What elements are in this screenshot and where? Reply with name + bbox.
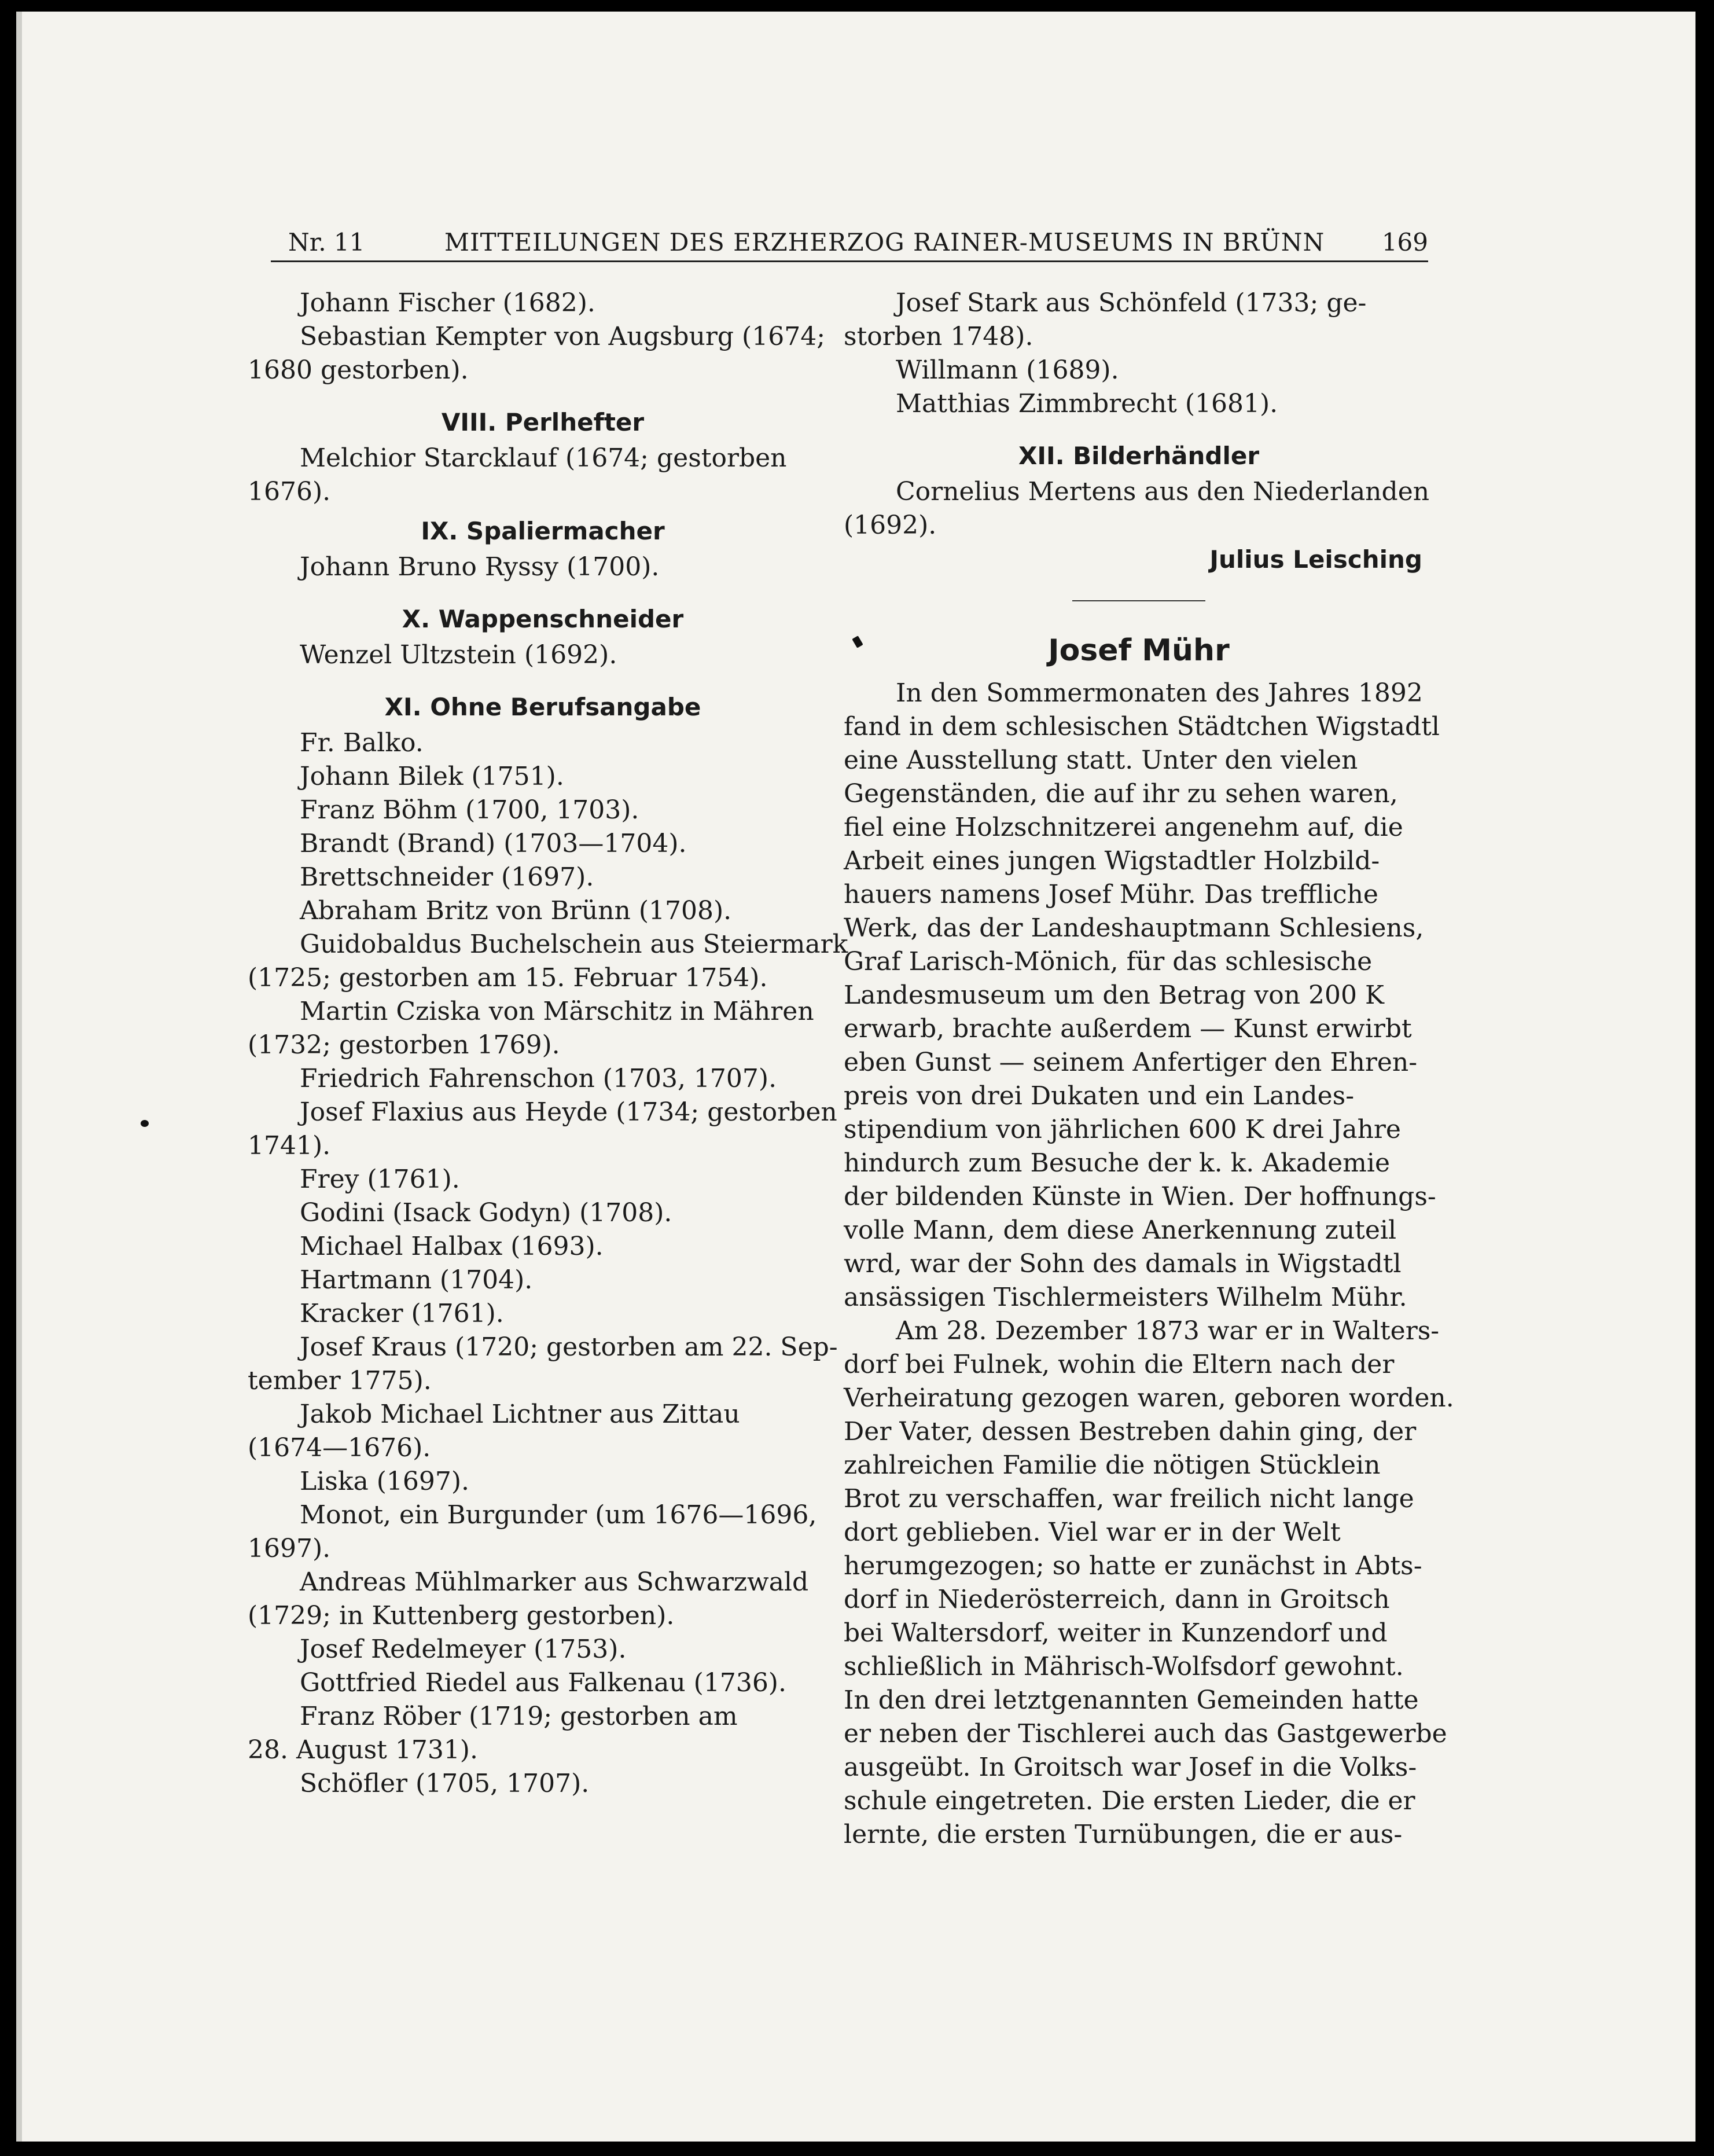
ink-speck (141, 1120, 149, 1127)
section-heading-viii: VIII. Perlhefter (441, 408, 645, 436)
paragraph-line: In den Sommermonaten des Jahres 1892 (896, 678, 1423, 708)
article-title: Josef Mühr (1048, 633, 1230, 668)
paragraph-line: fand in dem schlesischen Städtchen Wigstadtl (844, 712, 1440, 741)
text-line: Sebastian Kempter von Augsburg (1674; (300, 322, 826, 351)
scanned-page (16, 12, 1695, 2142)
author-signature: Julius Leisching (1209, 545, 1422, 574)
text-line: 1676). (248, 477, 331, 506)
right-column (844, 287, 1454, 1852)
list-item: Abraham Britz von Brünn (1708). (300, 896, 732, 925)
paragraph-line: eben Gunst — seinem Anfertiger den Ehren- (844, 1048, 1418, 1077)
list-item: Friedrich Fahrenschon (1703, 1707). (300, 1064, 777, 1093)
text-line: Cornelius Mertens aus den Niederlanden (896, 477, 1430, 506)
text-line: Willmann (1689). (896, 355, 1119, 385)
list-item: Brettschneider (1697). (300, 862, 594, 892)
issue-number: Nr. 11 (288, 228, 365, 256)
list-item: tember 1775). (248, 1366, 432, 1395)
paragraph-line: dort geblieben. Viel war er in der Welt (844, 1518, 1341, 1547)
paragraph-line: schule eingetreten. Die ersten Lieder, die er (844, 1786, 1415, 1816)
list-item: Gottfried Riedel aus Falkenau (1736). (300, 1668, 786, 1698)
left-column (248, 287, 848, 1801)
text-line: Josef Stark aus Schönfeld (1733; ge- (896, 288, 1367, 318)
list-item: (1732; gestorben 1769). (248, 1030, 560, 1060)
list-item: (1725; gestorben am 15. Februar 1754). (248, 963, 768, 993)
running-header (271, 226, 1428, 259)
section-divider (1072, 600, 1205, 601)
paragraph-line: preis von drei Dukaten und ein Landes- (844, 1081, 1355, 1111)
page-number: 169 (1381, 228, 1428, 256)
text-line: storben 1748). (844, 322, 1033, 351)
list-item: Hartmann (1704). (300, 1265, 533, 1295)
list-item: Schöfler (1705, 1707). (300, 1769, 590, 1798)
paragraph-line: Landesmuseum um den Betrag von 200 K (844, 980, 1384, 1010)
list-item: Kracker (1761). (300, 1299, 504, 1328)
header-rule (271, 260, 1428, 262)
list-item: Godini (Isack Godyn) (1708). (300, 1198, 672, 1228)
paragraph-line: Werk, das der Landeshauptmann Schlesiens, (844, 913, 1424, 943)
text-line: (1692). (844, 510, 937, 540)
list-item: Frey (1761). (300, 1165, 460, 1194)
paragraph-line: Graf Larisch-Mönich, für das schlesische (844, 947, 1373, 976)
paragraph-line: Am 28. Dezember 1873 war er in Walters- (896, 1316, 1440, 1346)
paragraph-line: wrd, war der Sohn des damals in Wigstadtl (844, 1249, 1402, 1279)
list-item: Monot, ein Burgunder (um 1676—1696, (300, 1500, 817, 1530)
paragraph-line: lernte, die ersten Turnübungen, die er aus- (844, 1820, 1403, 1849)
text-line: Johann Fischer (1682). (300, 288, 595, 318)
text-line: Melchior Starcklauf (1674; gestorben (300, 443, 787, 473)
section-heading-xii: XII. Bilderhändler (1018, 442, 1260, 470)
scan-edge (16, 12, 22, 2142)
paragraph-line: stipendium von jährlichen 600 K drei Jahre (844, 1115, 1401, 1144)
list-item: Brandt (Brand) (1703—1704). (300, 829, 687, 858)
list-item: Guidobaldus Buchelschein aus Steiermark (300, 930, 848, 959)
paragraph-line: erwarb, brachte außerdem — Kunst erwirbt (844, 1014, 1412, 1044)
section-heading-ix: IX. Spaliermacher (421, 517, 665, 545)
paragraph-line: zahlreichen Familie die nötigen Stücklein (844, 1450, 1381, 1480)
paragraph-line: herumgezogen; so hatte er zunächst in Abts- (844, 1551, 1422, 1581)
list-item: Martin Cziska von Märschitz in Mähren (300, 997, 814, 1026)
paragraph-line: hindurch zum Besuche der k. k. Akademie (844, 1148, 1390, 1178)
paragraph-line: In den drei letztgenannten Gemeinden hatte (844, 1685, 1419, 1715)
paragraph-line: Der Vater, dessen Bestreben dahin ging, der (844, 1417, 1417, 1446)
list-item: 28. August 1731). (248, 1735, 478, 1765)
paragraph-line: ansässigen Tischlermeisters Wilhelm Mühr. (844, 1283, 1407, 1312)
section-heading-xi: XI. Ohne Berufsangabe (384, 693, 701, 721)
journal-title: MITTEILUNGEN DES ERZHERZOG RAINER-MUSEUMS IN BRÜNN (444, 228, 1325, 256)
paragraph-line: er neben der Tischlerei auch das Gastgewerbe (844, 1719, 1447, 1749)
paragraph-line: Brot zu verschaffen, war freilich nicht lange (844, 1484, 1414, 1514)
paragraph-line: ausgeübt. In Groitsch war Josef in die Volks- (844, 1753, 1417, 1782)
paragraph-line: Gegenständen, die auf ihr zu sehen waren, (844, 779, 1398, 809)
list-item: Josef Redelmeyer (1753). (300, 1635, 627, 1664)
list-item: Franz Böhm (1700, 1703). (300, 795, 639, 825)
paragraph-line: dorf in Niederösterreich, dann in Groitsch (844, 1585, 1390, 1614)
text-line: Wenzel Ultzstein (1692). (300, 640, 617, 670)
paragraph-line: volle Mann, dem diese Anerkennung zuteil (844, 1215, 1397, 1245)
list-item: Fr. Balko. (300, 728, 424, 758)
paragraph-line: der bildenden Künste in Wien. Der hoffnungs- (844, 1182, 1436, 1211)
paragraph-line: fiel eine Holzschnitzerei angenehm auf, die (844, 813, 1403, 842)
list-item: Josef Flaxius aus Heyde (1734; gestorben (300, 1097, 837, 1127)
section-heading-x: X. Wappenschneider (402, 605, 684, 633)
list-item: (1729; in Kuttenberg gestorben). (248, 1601, 675, 1630)
paragraph-line: hauers namens Josef Mühr. Das treffliche (844, 880, 1378, 909)
list-item: Liska (1697). (300, 1467, 470, 1496)
list-item: (1674—1676). (248, 1433, 431, 1463)
paragraph-line: bei Waltersdorf, weiter in Kunzendorf und (844, 1618, 1388, 1648)
list-item: Andreas Mühlmarker aus Schwarzwald (300, 1567, 809, 1597)
list-item: Josef Kraus (1720; gestorben am 22. Sep- (300, 1332, 838, 1362)
paragraph-line: schließlich in Mährisch-Wolfsdorf gewohnt. (844, 1652, 1404, 1681)
text-line: Johann Bruno Ryssy (1700). (300, 552, 660, 582)
paragraph-line: Arbeit eines jungen Wigstadtler Holzbild- (844, 846, 1380, 876)
paragraph-line: dorf bei Fulnek, wohin die Eltern nach der (844, 1350, 1395, 1379)
list-item: Johann Bilek (1751). (300, 762, 564, 791)
list-item: Franz Röber (1719; gestorben am (300, 1702, 738, 1731)
list-item: Michael Halbax (1693). (300, 1232, 604, 1261)
text-line: Matthias Zimmbrecht (1681). (896, 389, 1278, 418)
paragraph-line: eine Ausstellung statt. Unter den vielen (844, 745, 1358, 775)
text-line: 1680 gestorben). (248, 355, 469, 385)
list-item: 1697). (248, 1534, 331, 1563)
paragraph-line: Verheiratung gezogen waren, geboren worden. (844, 1383, 1454, 1413)
list-item: Jakob Michael Lichtner aus Zittau (300, 1400, 740, 1429)
list-item: 1741). (248, 1131, 331, 1160)
